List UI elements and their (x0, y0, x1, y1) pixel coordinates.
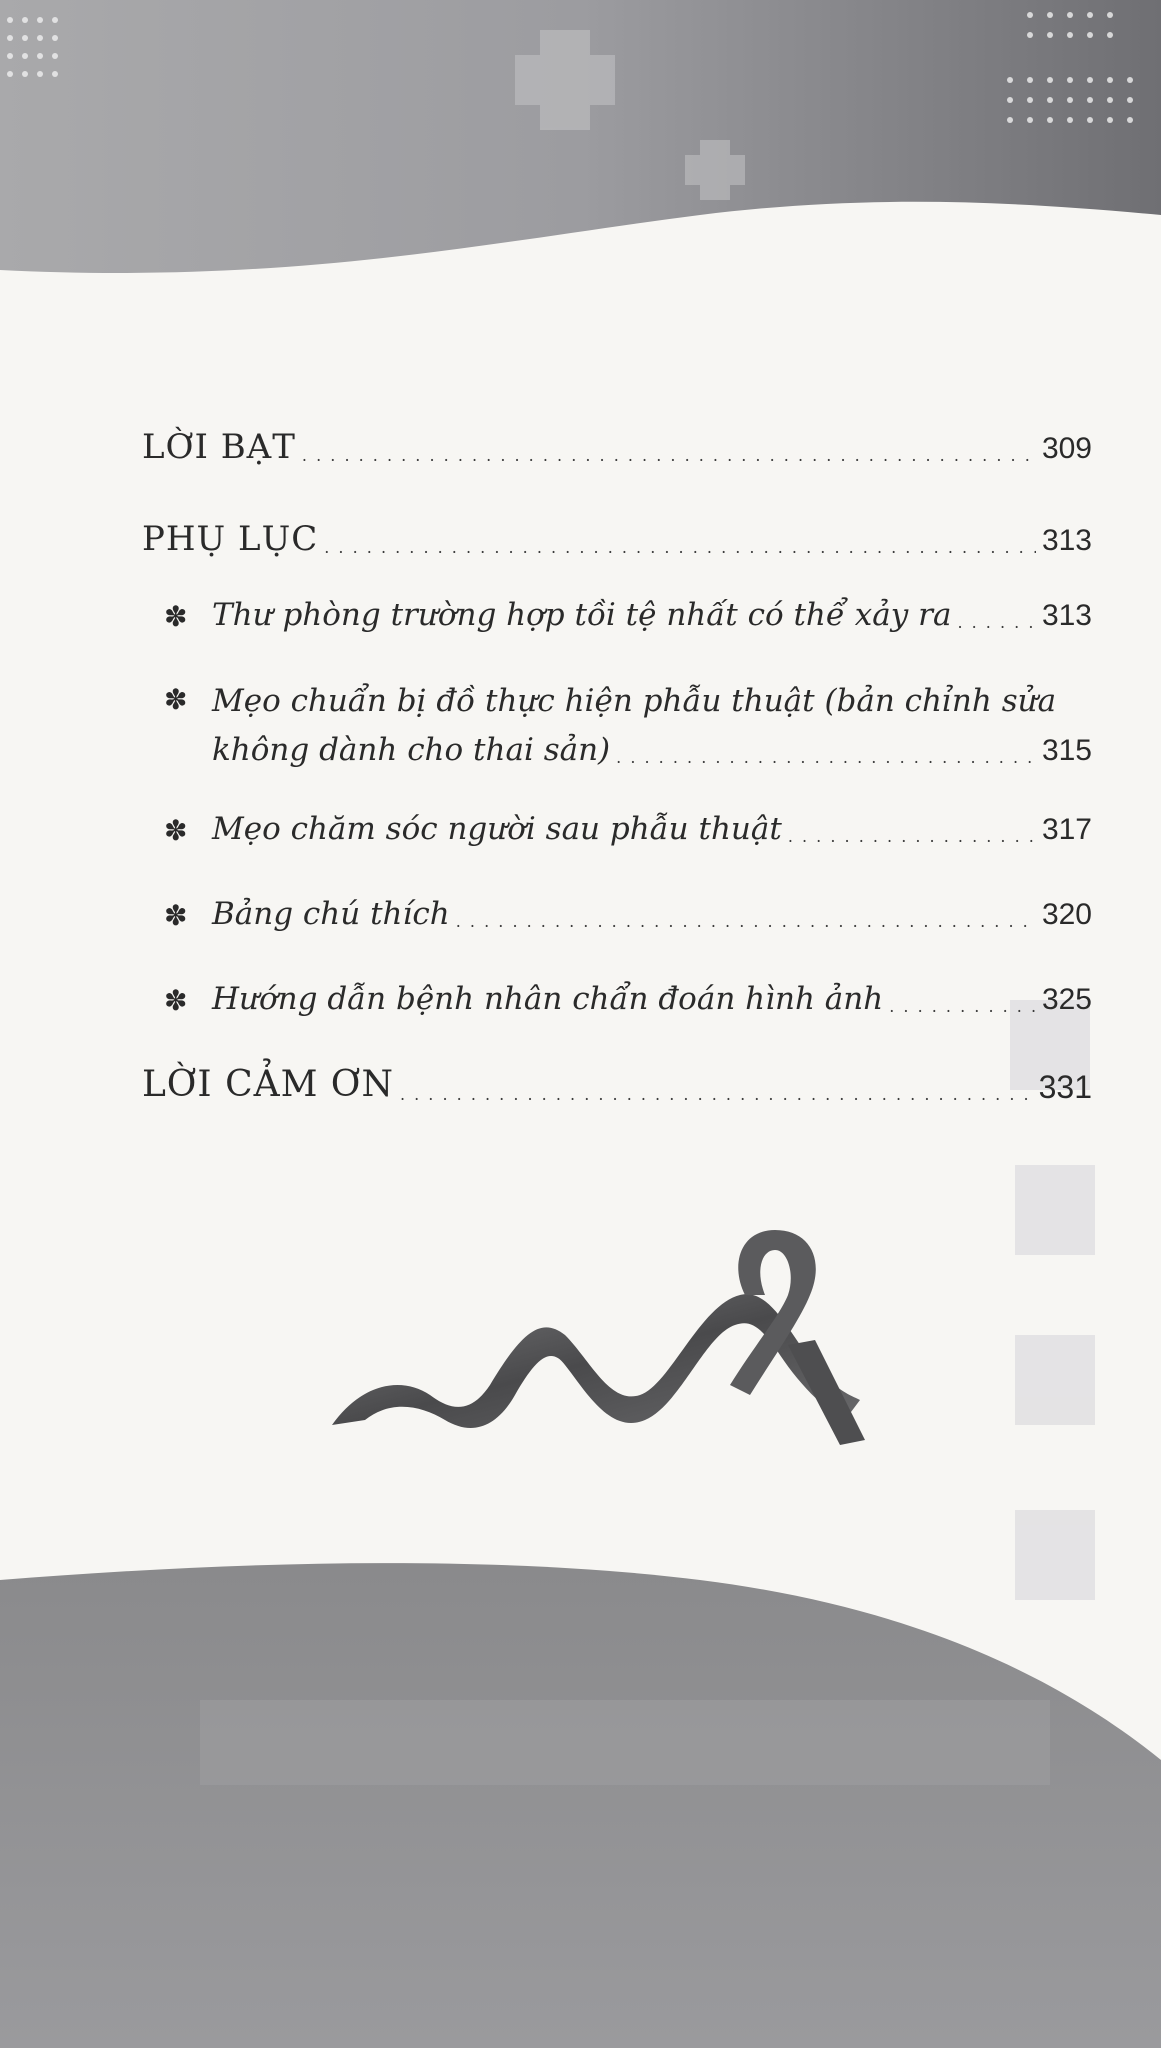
toc-entry-loi-cam-on (142, 1064, 1092, 1105)
toc-entry-phu-luc (142, 519, 1092, 559)
flower-bullet-icon: ✽ (164, 683, 188, 716)
flower-bullet-icon: ✽ (164, 984, 188, 1017)
top-decorative-band (0, 0, 1161, 300)
toc-entry-label: LỜI BẠT (142, 427, 296, 467)
toc-entry-label: LỜI CẢM ƠN (142, 1064, 394, 1105)
leader-dots (788, 829, 1036, 845)
toc-entry-page: 315 (1041, 734, 1092, 767)
leader-dots (616, 750, 1036, 766)
toc-entry-page: 320 (1041, 898, 1092, 931)
toc-entry-label: Bảng chú thích (212, 896, 450, 932)
leader-dots (889, 999, 1036, 1015)
awareness-ribbon-illustration (320, 1225, 920, 1515)
toc-entry-page: 325 (1041, 983, 1092, 1016)
toc-entry-page: 331 (1038, 1069, 1092, 1105)
toc-entry-label: Mẹo chăm sóc người sau phẫu thuật (212, 811, 782, 847)
leader-dots (957, 615, 1035, 631)
toc-entry-line2 (212, 732, 1092, 768)
toc-entry-label: Thư phòng trường hợp tồi tệ nhất có thể xảy ra (212, 597, 952, 633)
toc-subentry-surgery-prep (142, 683, 1092, 766)
table-of-contents (142, 427, 1092, 1105)
toc-entry-page: 313 (1041, 599, 1092, 632)
toc-entry-label: PHỤ LỤC (142, 519, 319, 559)
toc-entry-label-line2: không dành cho thai sản) (212, 732, 611, 768)
toc-entry-page: 309 (1041, 432, 1092, 465)
toc-entry-loi-bat (142, 427, 1092, 467)
toc-subentry-post-surgery-care (142, 811, 1092, 847)
flower-bullet-icon: ✽ (164, 600, 188, 633)
toc-entry-page: 313 (1041, 524, 1092, 557)
toc-entry-label-line1: Mẹo chuẩn bị đồ thực hiện phẫu thuật (bản chỉnh sửa (212, 683, 1057, 719)
toc-subentry-imaging-guide (142, 981, 1092, 1017)
toc-subentry-worst-case (142, 597, 1092, 633)
leader-dots (302, 448, 1036, 464)
flower-bullet-icon: ✽ (164, 899, 188, 932)
leader-dots (324, 540, 1036, 556)
leader-dots (456, 914, 1036, 930)
toc-subentry-glossary (142, 896, 1092, 932)
toc-entry-page: 317 (1041, 813, 1092, 846)
leader-dots (400, 1087, 1033, 1103)
toc-entry-label: Hướng dẫn bệnh nhân chẩn đoán hình ảnh (212, 981, 884, 1017)
bottom-decorative-band (0, 1560, 1161, 2048)
flower-bullet-icon: ✽ (164, 814, 188, 847)
